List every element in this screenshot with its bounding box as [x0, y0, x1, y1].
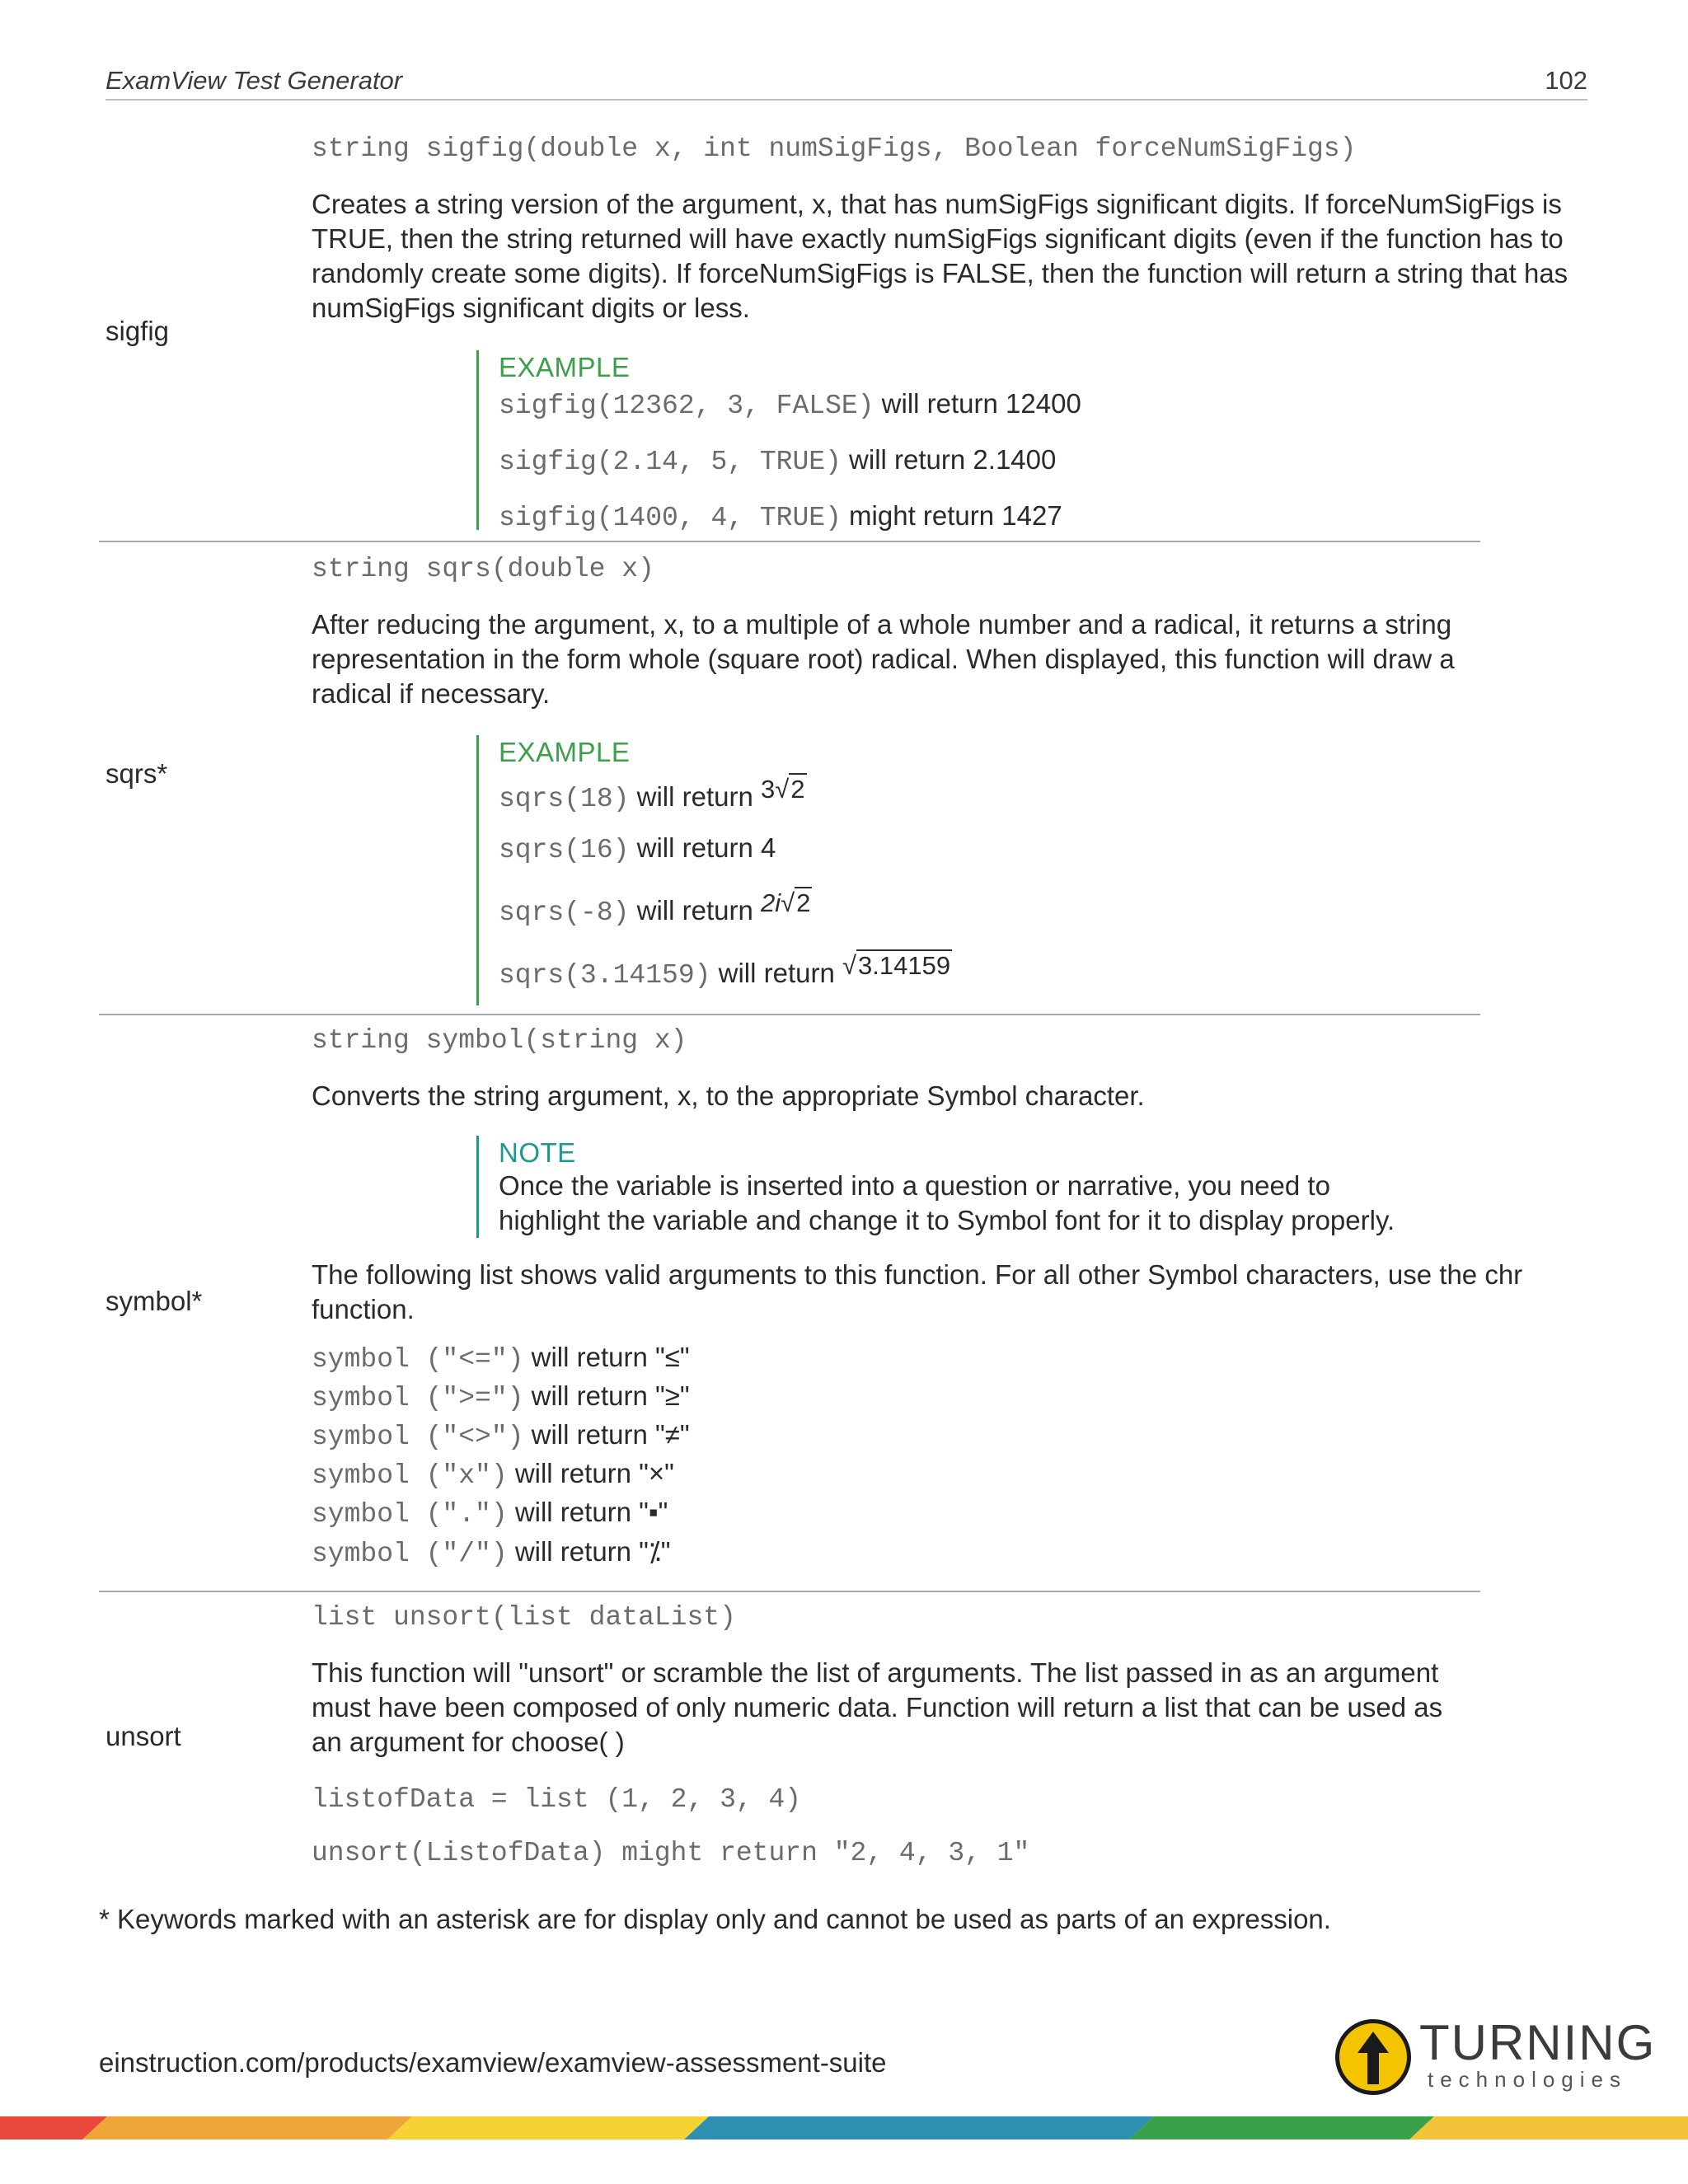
note-text: Once the variable is inserted into a question or narrative, you need to highlight the variable and change it to Symbol font for it to display properly.: [499, 1170, 1395, 1235]
bar-segment-yellow: [387, 2116, 709, 2139]
symbol-code: symbol ("."): [312, 1499, 508, 1530]
row-sigfig: [99, 124, 1568, 542]
signature-sqrs: string sqrs(double x): [312, 554, 654, 584]
logo-subtitle: technologies: [1428, 2067, 1627, 2092]
example-line: [499, 500, 1081, 533]
bar-segment-blue: [684, 2116, 1154, 2139]
logo-mark: [1335, 2019, 1411, 2095]
example-result: will return 4: [636, 832, 776, 863]
example-result: will return 12400: [881, 388, 1081, 419]
example-line: [499, 888, 952, 928]
bar-segment-gold: [1409, 2116, 1688, 2139]
example-result: might return 1427: [849, 500, 1062, 531]
symbol-list-item: [312, 1458, 1480, 1497]
row-symbol: [99, 1015, 1523, 1592]
code-example: listofData = list (1, 2, 3, 4): [312, 1784, 802, 1815]
example-code: sigfig(2.14, 5, TRUE): [499, 447, 842, 477]
example-line: [499, 775, 952, 814]
symbol-list-item: [312, 1497, 1480, 1535]
symbol-result: will return "▪": [514, 1497, 668, 1527]
signature-symbol: string symbol(string x): [312, 1025, 687, 1056]
radicand: 3.14159: [858, 951, 951, 980]
symbol-result: will return "≠": [531, 1419, 690, 1450]
keyword-sqrs: sqrs*: [106, 758, 168, 789]
symbol-list-intro: The following list shows valid arguments to this function. For all other Symbol characters, use the chr function.: [312, 1259, 1523, 1324]
code-example: unsort(ListofData) might return "2, 4, 3, 1": [312, 1838, 1030, 1868]
example-callout-sqrs: [476, 735, 952, 1005]
footer-url: einstruction.com/products/examview/examview-assessment-suite: [99, 2047, 887, 2078]
document-title: ExamView Test Generator: [106, 66, 403, 95]
symbol-list-item: [312, 1535, 1480, 1574]
footer-color-bar: [0, 2116, 1688, 2139]
radical-expression: √3.14159: [842, 951, 951, 980]
symbol-list-item: [312, 1342, 1480, 1380]
symbol-code: symbol ("<>"): [312, 1422, 524, 1452]
example-line: [499, 832, 952, 865]
note-title: NOTE: [499, 1137, 576, 1168]
bar-segment-green: [1129, 2116, 1434, 2139]
turning-technologies-logo: [1335, 2015, 1657, 2100]
logo-wordmark: TURNING: [1419, 2015, 1657, 2070]
symbol-result: will return "×": [514, 1458, 674, 1488]
symbol-code: symbol (">="): [312, 1383, 524, 1413]
description-sigfig: Creates a string version of the argument, x, that has numSigFigs significant digits. If forceNumSigFigs is TRUE, then the string returned will have exactly numSigFigs significant digits (even if the function has to randomly create some digits). If forceNumSigFigs is FALSE, then the function will return a string that has numSigFigs significant digits or less.: [312, 189, 1568, 323]
footnote: * Keywords marked with an asterisk are for display only and cannot be used as parts of an expression.: [99, 1904, 1331, 1934]
symbol-result: will return "⁒": [514, 1536, 671, 1567]
page-header: [106, 66, 1587, 101]
example-code: sqrs(18): [499, 784, 630, 814]
symbol-code: symbol ("x"): [312, 1460, 508, 1491]
example-line: [499, 951, 952, 991]
symbol-list-item: [312, 1419, 1480, 1458]
example-code: sqrs(-8): [499, 898, 630, 928]
row-unsort: [99, 1592, 1480, 1872]
example-title: EXAMPLE: [499, 352, 631, 382]
example-code: sqrs(3.14159): [499, 960, 711, 991]
example-result: will return: [636, 895, 753, 926]
symbol-result: will return "≤": [531, 1342, 690, 1372]
bar-segment-orange: [82, 2116, 412, 2139]
radical-expression: 3√2: [760, 775, 805, 804]
radicand: 2: [796, 888, 811, 917]
arrow-icon: [1339, 2023, 1407, 2091]
example-code: sigfig(1400, 4, TRUE): [499, 503, 842, 533]
example-result: will return: [636, 781, 753, 812]
symbol-list-item: [312, 1380, 1480, 1419]
example-line: [499, 388, 1081, 421]
description-symbol: Converts the string argument, x, to the appropriate Symbol character.: [312, 1080, 1145, 1111]
keyword-sigfig: sigfig: [106, 316, 170, 346]
symbol-result: will return "≥": [531, 1380, 690, 1411]
signature-unsort: list unsort(list dataList): [312, 1602, 736, 1633]
radical-coefficient: 3: [760, 775, 776, 804]
radical-expression: 2i√2: [760, 888, 811, 917]
example-callout-sigfig: [476, 350, 1081, 533]
radicand: 2: [790, 775, 805, 804]
example-code: sqrs(16): [499, 835, 630, 865]
keyword-symbol: symbol*: [106, 1286, 203, 1316]
radical-coefficient: 2i: [760, 888, 781, 917]
symbol-code: symbol ("<="): [312, 1344, 524, 1375]
example-title: EXAMPLE: [499, 737, 631, 767]
example-code: sigfig(12362, 3, FALSE): [499, 391, 874, 421]
description-unsort: This function will "unsort" or scramble the list of arguments. The list passed in as an argument must have been composed of only numeric data. Function will return a list that can be used as an argument for choose( ): [312, 1657, 1443, 1757]
signature-sigfig: string sigfig(double x, int numSigFigs, Boolean forceNumSigFigs): [312, 134, 1357, 164]
symbol-code: symbol ("/"): [312, 1539, 508, 1569]
example-line: [499, 444, 1081, 477]
keyword-unsort: unsort: [106, 1721, 181, 1751]
row-sqrs: [99, 542, 1480, 1015]
description-sqrs: After reducing the argument, x, to a multiple of a whole number and a radical, it returns a string representation in the form whole (square root) radical. When displayed, this function will draw a radical if necessary.: [312, 609, 1455, 709]
example-result: will return 2.1400: [849, 444, 1057, 475]
page-number: 102: [1545, 66, 1587, 95]
example-result: will return: [718, 958, 835, 988]
note-callout: [476, 1136, 1405, 1238]
